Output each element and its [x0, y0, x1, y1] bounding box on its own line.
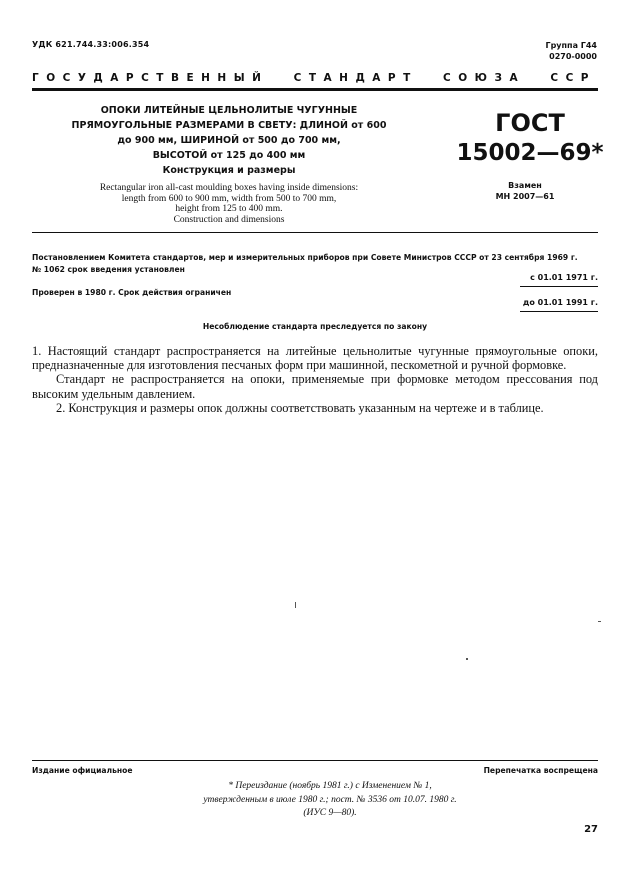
- decree-line-1: Постановлением Комитета стандартов, мер и измерительных приборов при Совете Министров СССР от 23 сентября 1969 г.: [32, 253, 578, 262]
- replaces-block: [455, 180, 595, 202]
- date-start-underline: [520, 286, 598, 287]
- document-subtitle: Конструкция и размеры: [162, 165, 296, 176]
- paragraph-1-text: 1. Настоящий стандарт распространяется на литейные цельнолитые чугунные прямоугольные опоки, предназначенные для изготовления песчаных форм при машинной, пескометной и ручной формовке.: [32, 344, 598, 373]
- gost-label: ГОСТ: [495, 109, 565, 137]
- english-title-line-1: Rectangular iron all-cast moulding boxes having inside dimensions:: [99, 183, 359, 193]
- date-end: до 01.01 1991 г.: [522, 298, 598, 307]
- footnote-line-3: (ИУС 9—80).: [303, 808, 357, 818]
- group-line-2: 0270-0000: [549, 52, 597, 61]
- paragraph-3-text: 2. Конструкция и размеры опок должны соответствовать указанным на чертеже и в таблице.: [56, 400, 544, 415]
- scan-speck: [295, 602, 296, 608]
- body-text: [32, 344, 598, 415]
- title-line-3: до 900 мм, ШИРИНОЙ от 500 до 700 мм,: [117, 135, 341, 146]
- footer-rule: [32, 760, 598, 761]
- edition-label: Издание официальное: [32, 766, 133, 775]
- title-line-1: ОПОКИ ЛИТЕЙНЫЕ ЦЕЛЬНОЛИТЫЕ ЧУГУННЫЕ: [100, 105, 358, 116]
- header-word-2: СТАНДАРТ: [293, 72, 418, 84]
- english-title-line-2: length from 600 to 900 mm, width from 500 to 700 mm,: [121, 193, 337, 204]
- title-line-2: ПРЯМОУГОЛЬНЫЕ РАЗМЕРАМИ В СВЕТУ: ДЛИНОЙ от 600: [71, 120, 387, 131]
- footnote-line-1: * Переиздание (ноябрь 1981 г.) с Изменением № 1,: [228, 781, 432, 791]
- footnote: [120, 780, 540, 821]
- group-code: [545, 40, 597, 62]
- scan-speck: [466, 658, 468, 660]
- reprint-notice: Перепечатка воспрещена: [483, 766, 598, 775]
- header-word-1: ГОСУДАРСТВЕННЫЙ: [32, 72, 269, 84]
- udk-code: УДК 621.744.33:006.354: [32, 40, 150, 49]
- english-title-line-3: height from 125 to 400 mm.: [175, 204, 283, 214]
- paragraph-1: [32, 344, 598, 372]
- law-notice: Несоблюдение стандарта преследуется по закону: [202, 322, 428, 331]
- paragraph-3: [32, 401, 598, 415]
- header-word-4: ССР: [550, 72, 596, 84]
- date-end-underline: [520, 311, 598, 312]
- document-title: [60, 103, 398, 163]
- scan-speck: [598, 621, 601, 622]
- replaces-label: Взамен: [508, 181, 542, 190]
- checked-note: Проверен в 1980 г. Срок действия ограничен: [32, 288, 232, 297]
- footnote-line-2: утвержденным в июле 1980 г.; пост. № 3536 от 10.07. 1980 г.: [203, 794, 457, 805]
- gost-number: 15002—69*: [456, 140, 604, 166]
- english-title-line-4: Construction and dimensions: [173, 214, 285, 225]
- state-standard-header: [32, 72, 596, 84]
- paragraph-2: [32, 372, 598, 400]
- date-start: с 01.01 1971 г.: [530, 273, 598, 282]
- title-line-4: ВЫСОТОЙ от 125 до 400 мм: [152, 150, 306, 161]
- section-rule: [32, 232, 598, 233]
- decree-line-2: № 1062 срок введения установлен: [32, 265, 185, 274]
- decree-text: [32, 252, 598, 276]
- group-line-1: Группа Г44: [545, 41, 597, 50]
- header-rule: [32, 88, 598, 91]
- english-title: [60, 183, 398, 225]
- header-word-3: СОЮЗА: [443, 72, 526, 84]
- paragraph-2-text: Стандарт не распространяется на опоки, применяемые при формовке методом прессования под высоким удельным давлением.: [32, 372, 598, 401]
- page-number: 27: [584, 824, 598, 835]
- replaces-value: МН 2007—61: [495, 192, 555, 201]
